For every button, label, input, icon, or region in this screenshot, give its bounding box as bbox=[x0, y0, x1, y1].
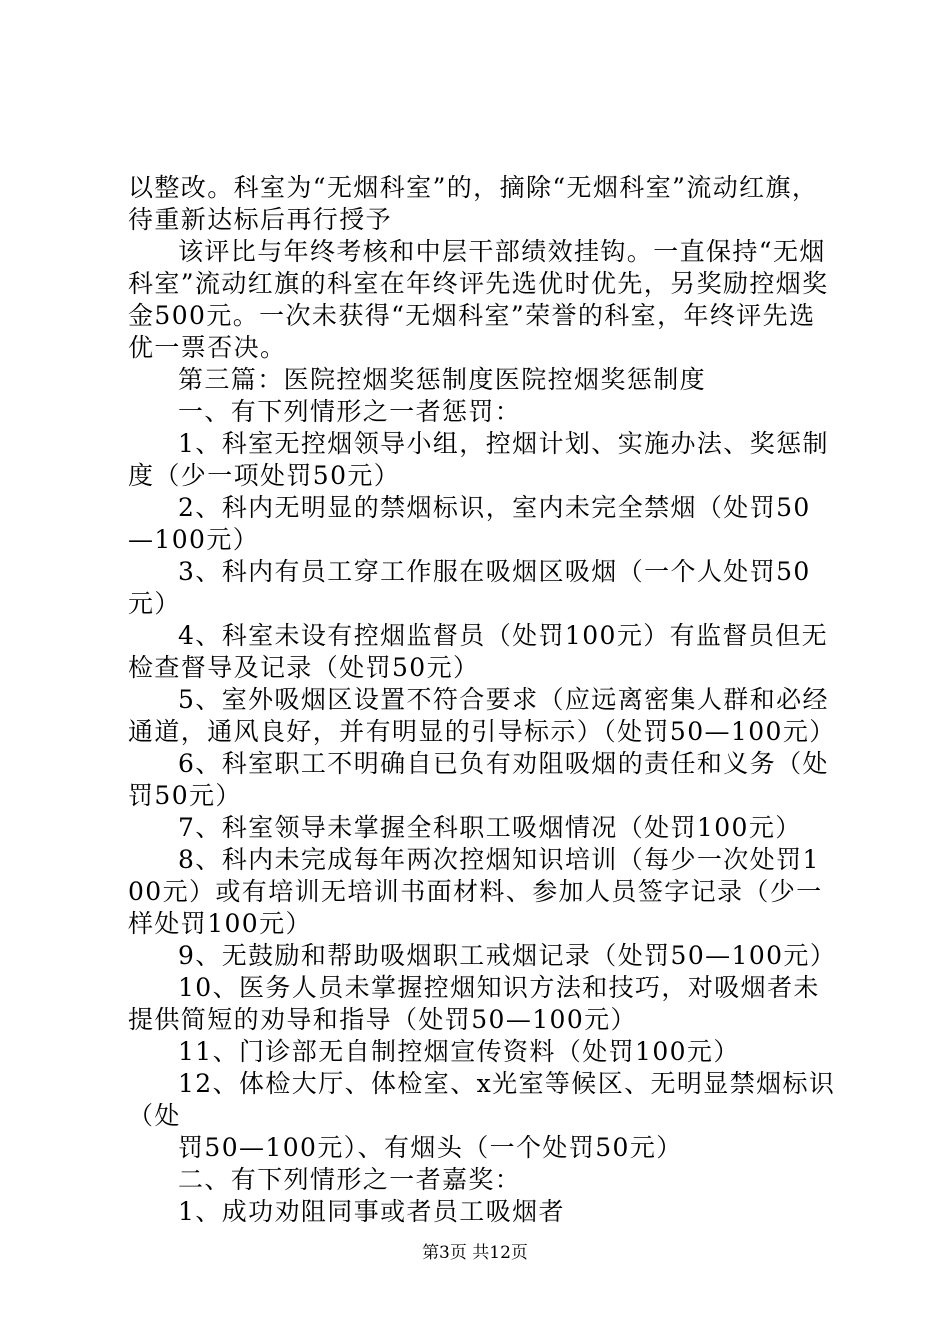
penalty-item-10: 10、医务人员未掌握控烟知识方法和技巧，对吸烟者未提供简短的劝导和指导（处罚50—100元） bbox=[128, 973, 820, 1034]
penalty-item-5: 5、室外吸烟区设置不符合要求（应远离密集人群和必经通道，通风良好，并有明显的引导标示）（处罚50—100元） bbox=[128, 685, 836, 746]
penalty-item-12: 12、体检大厅、体检室、x光室等候区、无明显禁烟标识（处 bbox=[128, 1069, 836, 1130]
penalty-item-1: 1、科室无控烟领导小组，控烟计划、实施办法、奖惩制度（少一项处罚50元） bbox=[128, 429, 829, 490]
penalty-item-4: 4、科室未设有控烟监督员（处罚100元）有监督员但无检查督导及记录（处罚50元） bbox=[128, 621, 829, 682]
penalty-item-8: 8、科内未完成每年两次控烟知识培训（每少一次处罚100元）或有培训无培训书面材料、参加人员签字记录（少一样处罚100元） bbox=[128, 845, 823, 938]
paragraph-continuation: 以整改。科室为“无烟科室”的，摘除“无烟科室”流动红旗，待重新达标后再行授予 bbox=[128, 173, 819, 234]
penalty-item-11: 11、门诊部无自制控烟宣传资料（处罚100元） bbox=[178, 1037, 740, 1066]
penalty-item-9: 9、无鼓励和帮助吸烟职工戒烟记录（处罚50—100元） bbox=[178, 941, 837, 970]
page-number-footer: 第3页 共12页 bbox=[422, 1243, 528, 1263]
reward-heading: 二、有下列情形之一者嘉奖： bbox=[178, 1165, 522, 1194]
penalty-item-6: 6、科室职工不明确自已负有劝阻吸烟的责任和义务（处罚50元） bbox=[128, 749, 829, 810]
penalty-item-12-continued: 罚50—100元）、有烟头（一个处罚50元） bbox=[178, 1133, 683, 1162]
document-body bbox=[128, 172, 836, 1228]
section-title: 第三篇：医院控烟奖惩制度医院控烟奖惩制度 bbox=[178, 365, 707, 394]
paragraph-evaluation: 该评比与年终考核和中层干部绩效挂钩。一直保持“无烟科室”流动红旗的科室在年终评先选优时优先，另奖励控烟奖金500元。一次未获得“无烟科室”荣誉的科室，年终评先选优一票否决。 bbox=[128, 237, 829, 362]
penalty-item-7: 7、科室领导未掌握全科职工吸烟情况（处罚100元） bbox=[178, 813, 802, 842]
penalty-heading: 一、有下列情形之一者惩罚： bbox=[178, 397, 522, 426]
penalty-item-3: 3、科内有员工穿工作服在吸烟区吸烟（一个人处罚50元） bbox=[128, 557, 811, 618]
penalty-item-2: 2、科内无明显的禁烟标识，室内未完全禁烟（处罚50—100元） bbox=[128, 493, 811, 554]
reward-item-1: 1、成功劝阻同事或者员工吸烟者 bbox=[178, 1197, 565, 1226]
